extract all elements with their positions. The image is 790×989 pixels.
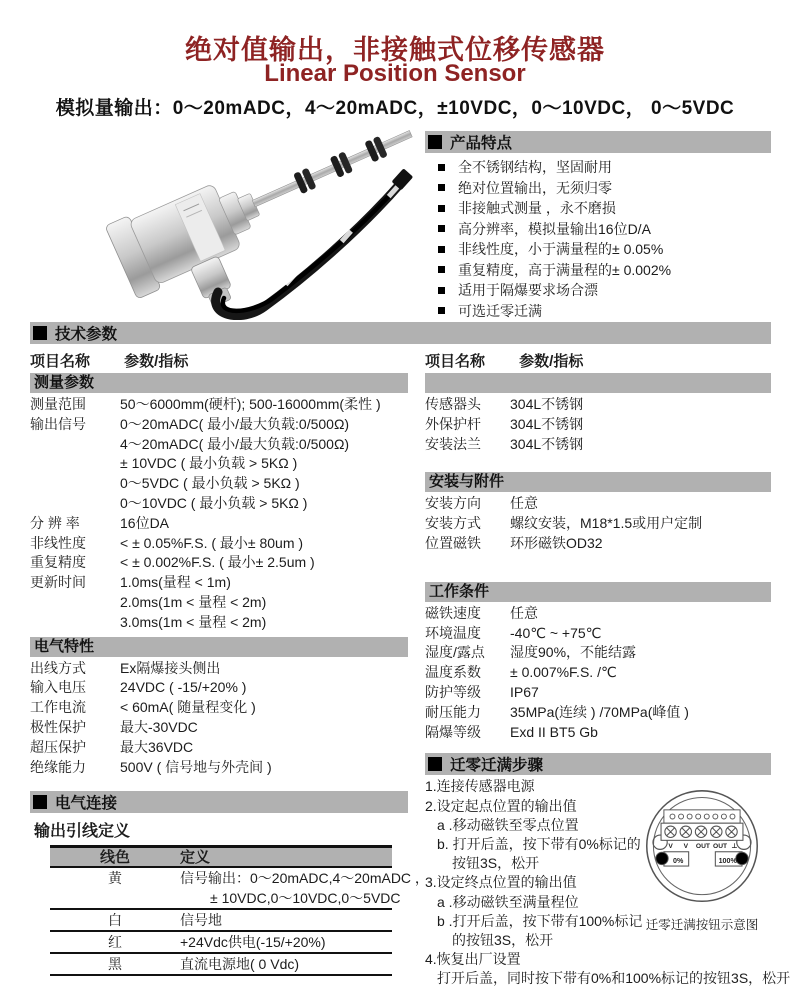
param-values <box>120 758 408 778</box>
col-value-label: 参数/指标 <box>519 353 584 370</box>
param-values <box>120 573 408 632</box>
terminal-label: OUT <box>713 843 728 851</box>
param-row <box>425 415 771 435</box>
calibration-step-line: a .移动磁铁至零点位置 <box>437 816 579 833</box>
param-value: 35MPa(连续 ) /70MPa(峰值 ) <box>510 703 689 720</box>
wire-table-row <box>50 910 392 932</box>
param-label: 磁铁速度 <box>425 604 481 621</box>
feature-item <box>425 219 771 240</box>
param-row <box>425 604 771 624</box>
features-header <box>425 131 771 153</box>
column-header <box>30 350 408 373</box>
terminal-label: ⊥ <box>731 843 738 851</box>
param-label: 超压保护 <box>30 738 86 755</box>
param-value: 最大-30VDC <box>120 718 198 735</box>
param-row <box>30 718 408 738</box>
param-values <box>510 663 771 683</box>
wire-color: 黑 <box>108 956 122 973</box>
param-value: ± 10VDC ( 最小负载 > 5KΩ ) <box>120 455 298 472</box>
wire-definition <box>180 954 392 974</box>
feature-item <box>425 280 771 301</box>
wire-def-column-header: 定义 <box>180 849 211 867</box>
feature-item <box>425 239 771 260</box>
param-values <box>510 723 771 743</box>
button-diagram-drawing <box>635 787 769 907</box>
feature-text: 高分辨率，模拟量输出16位D/A <box>458 220 651 237</box>
wire-table-row <box>50 932 392 954</box>
calibration-step-line: 2.设定起点位置的输出值 <box>425 797 577 814</box>
param-label: 安装法兰 <box>425 435 481 452</box>
param-values <box>120 514 408 534</box>
features-title: 产品特点 <box>450 135 513 152</box>
feature-item <box>425 198 771 219</box>
wire-color-column-header: 线色 <box>99 849 130 867</box>
wiring-subtitle: 输出引线定义 <box>34 823 131 841</box>
param-value: 最大36VDC <box>120 738 194 755</box>
sensor-body-group <box>105 122 420 320</box>
feature-text: 绝对位置输出，无须归零 <box>458 179 612 196</box>
param-value: Exd II BT5 Gb <box>510 723 598 740</box>
product-photo <box>58 122 420 320</box>
param-label: 极性保护 <box>30 718 86 735</box>
calibration-step-line: 3.设定终点位置的输出值 <box>425 874 577 891</box>
feature-text: 适用于隔爆要求场合漂 <box>458 282 598 299</box>
param-row <box>30 659 408 679</box>
param-values <box>510 604 771 624</box>
square-bullet-icon <box>438 205 445 212</box>
param-group-header <box>425 373 771 393</box>
black-square-icon <box>428 135 442 149</box>
param-row <box>30 514 408 534</box>
wire-definition-line: 信号输出：0～20mADC,4～20mADC ， <box>180 870 429 887</box>
param-value: 304L不锈钢 <box>510 415 584 432</box>
param-label: 隔爆等级 <box>425 723 481 740</box>
feature-text: 非接触式测量 ，永不磨损 <box>458 200 616 217</box>
param-label: 重复精度 <box>30 554 86 571</box>
param-row <box>30 415 408 514</box>
param-label: 测量范围 <box>30 396 86 412</box>
param-value: 任意 <box>510 604 538 621</box>
feature-text: 非线性度，小于满量程的± 0.05% <box>458 241 664 258</box>
param-values <box>120 534 408 554</box>
param-row <box>425 494 771 514</box>
black-square-icon <box>33 326 47 340</box>
square-bullet-icon <box>438 225 445 232</box>
param-values <box>510 514 771 534</box>
square-bullet-icon <box>438 164 445 171</box>
column-header <box>425 350 771 373</box>
param-values <box>120 678 408 698</box>
param-values <box>510 683 771 703</box>
black-square-icon <box>33 795 47 809</box>
analog-output-line: 模拟量输出：0～20mADC，4～20mADC，±10VDC，0～10VDC， 0～5VDC <box>55 98 735 119</box>
param-row <box>425 663 771 683</box>
param-values <box>120 698 408 718</box>
param-values <box>510 395 771 415</box>
features-list <box>425 157 771 321</box>
param-value: 500V ( 信号地与外壳间 ) <box>120 758 272 775</box>
square-bullet-icon <box>438 184 445 191</box>
param-value: < 60mA( 随量程变化 ) <box>120 699 256 716</box>
feature-item <box>425 178 771 199</box>
calibration-step-line: 的按钮3S，松开 <box>452 931 554 948</box>
param-label: 湿度/露点 <box>425 644 485 661</box>
param-label: 环境温度 <box>425 624 481 641</box>
param-values <box>510 494 771 514</box>
param-value: IP67 <box>510 683 539 700</box>
param-label: 出线方式 <box>30 659 86 676</box>
wiring-title: 电气连接 <box>55 795 118 813</box>
wire-table-row <box>50 954 392 976</box>
param-values <box>510 435 771 455</box>
calibration-header <box>425 753 771 775</box>
param-group-header: 电气特性 <box>30 637 408 657</box>
param-value: 2.0ms(1m < 量程 < 2m) <box>120 593 267 610</box>
right-parameter-column <box>425 350 790 989</box>
param-value: 0～20mADC( 最小/最大负载:0/500Ω) <box>120 415 350 432</box>
param-value: 1.0ms(量程 < 1m) <box>120 574 231 591</box>
param-value: 湿度90%，不能结露 <box>510 644 637 661</box>
calibration-step-line: a .移动磁铁至满量程位 <box>437 893 579 910</box>
param-values <box>510 643 771 663</box>
param-row <box>425 683 771 703</box>
wire-definition-line: 信号地 <box>180 912 222 929</box>
param-row <box>425 435 771 455</box>
param-row <box>425 703 771 723</box>
param-value: 0～10VDC ( 最小负载 > 5KΩ ) <box>120 494 308 511</box>
param-label: 耐压能力 <box>425 703 481 720</box>
calibration-step-line: 1.连接传感器电源 <box>425 778 535 795</box>
wire-definition-line: 直流电源地( 0 Vdc) <box>180 956 300 973</box>
param-values <box>510 415 771 435</box>
param-value: Ex隔爆接头侧出 <box>120 659 221 676</box>
param-label: 外保护杆 <box>425 415 481 432</box>
wire-table-row <box>50 868 429 910</box>
param-value: -40℃ ~ +75℃ <box>510 624 602 641</box>
param-value: 304L不锈钢 <box>510 435 584 452</box>
param-row <box>425 643 771 663</box>
square-bullet-icon <box>438 266 445 273</box>
tech-params-header <box>30 322 771 344</box>
param-value: 24VDC ( -15/+20% ) <box>120 679 247 696</box>
param-row <box>30 698 408 718</box>
calibration-step-line: 4.恢复出厂设置 <box>425 951 521 968</box>
param-label: 防护等级 <box>425 683 481 700</box>
feature-text: 可选迁零迁满 <box>458 302 542 319</box>
param-label: 位置磁铁 <box>425 534 481 551</box>
param-values <box>120 659 408 679</box>
diagram-caption: 迁零迁满按钮示意图 <box>645 918 759 933</box>
param-value: 任意 <box>510 495 538 512</box>
square-bullet-icon <box>438 246 445 253</box>
param-value: ± 0.007%F.S. /℃ <box>510 664 617 681</box>
col-name-label: 项目名称 <box>425 353 486 370</box>
wire-table-header <box>50 848 392 868</box>
wire-color: 白 <box>108 912 122 929</box>
param-value: 16位DA <box>120 514 170 531</box>
param-label: 绝缘能力 <box>30 758 86 775</box>
param-value: 3.0ms(1m < 量程 < 2m) <box>120 613 267 630</box>
wire-definition-line: +24Vdc供电(-15/+20%) <box>180 934 326 951</box>
left-parameter-column <box>30 350 429 976</box>
black-square-icon <box>428 757 442 771</box>
feature-text: 全不锈钢结构，坚固耐用 <box>458 159 612 176</box>
wire-definition <box>180 932 392 952</box>
param-values <box>120 738 408 758</box>
terminal-label: V <box>668 843 673 851</box>
tech-params-title: 技术参数 <box>55 326 118 343</box>
calibration-step-line: b. 打开后盖，按下带有0%标记的 <box>437 835 641 852</box>
param-values <box>510 624 771 644</box>
square-bullet-icon <box>438 307 445 314</box>
feature-text: 重复精度，高于满量程的± 0.002% <box>458 261 672 278</box>
param-label: 更新时间 <box>30 574 86 591</box>
param-values <box>120 718 408 738</box>
param-value: 304L不锈钢 <box>510 396 584 412</box>
param-value: 环形磁铁OD32 <box>510 534 603 551</box>
wiring-section <box>30 791 429 976</box>
param-label: 工作电流 <box>30 699 86 716</box>
square-bullet-icon <box>438 287 445 294</box>
param-label: 输入电压 <box>30 679 86 696</box>
wire-definition-line: ± 10VDC,0～10VDC,0～5VDC <box>210 890 401 907</box>
param-values <box>120 553 408 573</box>
param-row <box>425 723 771 743</box>
full-button-label: 100% <box>718 857 737 866</box>
param-row <box>30 678 408 698</box>
param-row <box>30 758 408 778</box>
wire-definition <box>180 868 429 908</box>
terminal-label: V <box>683 843 689 851</box>
feature-item <box>425 301 771 322</box>
param-values <box>120 395 408 415</box>
param-group-header: 工作条件 <box>425 582 771 602</box>
param-value: 4～20mADC( 最小/最大负载:0/500Ω) <box>120 435 350 452</box>
calibration-step-line: 打开后盖，同时按下带有0%和100%标记的按钮3S，松开 <box>437 970 790 987</box>
param-values <box>120 415 408 514</box>
page-title: 绝对值输出，非接触式位移传感器 <box>185 35 605 65</box>
page-subtitle: Linear Position Sensor <box>264 60 526 87</box>
param-group-header: 测量参数 <box>30 373 408 393</box>
param-row <box>425 624 771 644</box>
wiring-header <box>30 791 408 813</box>
feature-item <box>425 260 771 281</box>
col-value-label: 参数/指标 <box>124 353 189 370</box>
param-value: 螺纹安装，M18*1.5或用户定制 <box>510 515 703 532</box>
param-row <box>30 573 408 632</box>
calibration-step-line: 按钮3S，松开 <box>452 855 540 872</box>
param-value: 50～6000mm(硬杆); 500-16000mm(柔性 ) <box>120 396 381 412</box>
calibration-section <box>425 753 790 988</box>
param-row <box>30 553 408 573</box>
param-row <box>425 534 771 554</box>
calibration-diagram <box>633 787 771 933</box>
param-label: 安装方式 <box>425 515 481 532</box>
param-label: 非线性度 <box>30 534 86 551</box>
wire-definition <box>180 910 392 930</box>
cable-bundle <box>216 168 414 315</box>
col-name-label: 项目名称 <box>30 353 91 370</box>
param-row <box>30 738 408 758</box>
terminal-label: OUT <box>695 843 710 851</box>
param-label: 传感器头 <box>425 396 481 412</box>
param-label: 输出信号 <box>30 415 86 432</box>
param-values <box>510 703 771 723</box>
wire-definition-table <box>50 845 429 976</box>
param-values <box>510 534 771 554</box>
calibration-step-line: b .打开后盖，按下带有100%标记 <box>437 912 643 929</box>
param-group-header: 安装与附件 <box>425 472 771 492</box>
param-row <box>30 534 408 554</box>
param-row <box>425 514 771 534</box>
param-value: < ± 0.05%F.S. ( 最小± 80um ) <box>120 534 304 551</box>
wire-color: 红 <box>108 934 122 951</box>
features-section <box>425 131 771 321</box>
zero-button-label: 0% <box>673 857 684 866</box>
calibration-title: 迁零迁满步骤 <box>450 757 544 775</box>
param-label: 安装方向 <box>425 495 481 512</box>
param-value: 0～5VDC ( 最小负载 > 5KΩ ) <box>120 475 300 492</box>
param-label: 温度系数 <box>425 664 481 681</box>
param-label: 分 辨 率 <box>30 514 80 531</box>
param-row <box>425 395 771 415</box>
wire-color: 黄 <box>108 870 122 887</box>
param-row <box>30 395 408 415</box>
param-value: < ± 0.002%F.S. ( 最小± 2.5um ) <box>120 554 315 571</box>
feature-item <box>425 157 771 178</box>
